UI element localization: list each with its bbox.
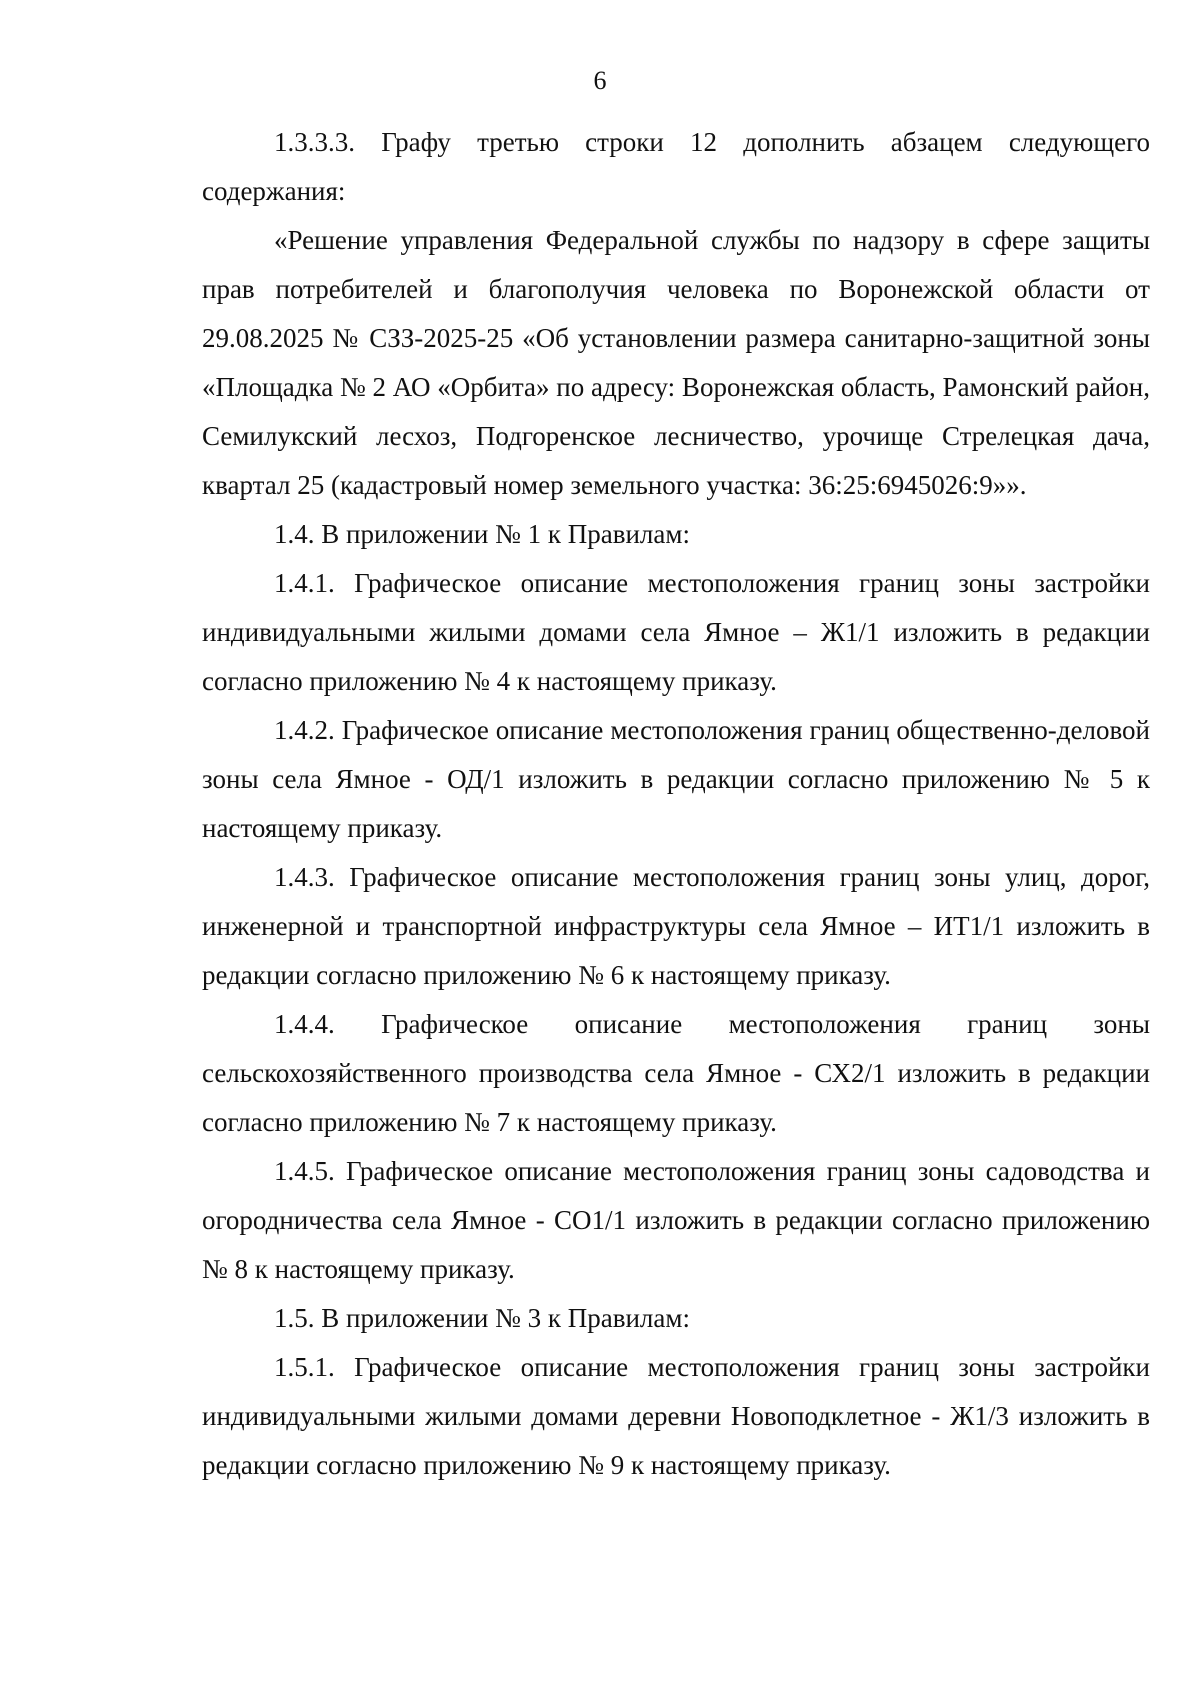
paragraph-1-5: 1.5. В приложении № 3 к Правилам:: [274, 1303, 690, 1333]
paragraph-1-5-1: 1.5.1. Графическое описание местоположения границ зоны застройки индивидуальными жилыми домами деревни Новоподклетное - Ж1/3 изложить в редакции согласно приложению № 9 к настоящему приказу.: [202, 1352, 1150, 1480]
page-number: 6: [593, 66, 607, 95]
document-body: [202, 118, 1150, 1490]
paragraph-1-4-1: 1.4.1. Графическое описание местоположения границ зоны застройки индивидуальными жилыми домами села Ямное – Ж1/1 изложить в редакции согласно приложению № 4 к настоящему приказу.: [202, 568, 1150, 696]
paragraph-1-3-3-3: 1.3.3.3. Графу третью строки 12 дополнить абзацем следующего содержания:: [202, 127, 1150, 206]
paragraph-1-4-5: 1.4.5. Графическое описание местоположения границ зоны садоводства и огородничества села Ямное - СО1/1 изложить в редакции согласно приложению № 8 к настоящему приказу.: [202, 1156, 1150, 1284]
paragraph-1-4-2: 1.4.2. Графическое описание местоположения границ общественно-деловой зоны села Ямное - ОД/1 изложить в редакции согласно приложению № 5 к настоящему приказу.: [202, 715, 1150, 843]
paragraph-1-4-3: 1.4.3. Графическое описание местоположения границ зоны улиц, дорог, инженерной и транспортной инфраструктуры села Ямное – ИТ1/1 изложить в редакции согласно приложению № 6 к настоящему приказу.: [202, 862, 1150, 990]
paragraph-1-4: 1.4. В приложении № 1 к Правилам:: [274, 519, 690, 549]
paragraph-1-4-4: 1.4.4. Графическое описание местоположения границ зоны сельскохозяйственного производства села Ямное - СХ2/1 изложить в редакции согласно приложению № 7 к настоящему приказу.: [202, 1009, 1150, 1137]
paragraph-quote-decision: «Решение управления Федеральной службы по надзору в сфере защиты прав потребителей и благополучия человека по Воронежской области от 29.08.2025 № СЗЗ-2025-25 «Об установлении размера санитарно-защитной зоны «Площадка № 2 АО «Орбита» по адресу: Воронежская область, Рамонский район, Семилукский лесхоз, Подгоренское лесничество, урочище Стрелецкая дача, квартал 25 (кадастровый номер земельного участка: 36:25:6945026:9»».: [202, 225, 1150, 500]
